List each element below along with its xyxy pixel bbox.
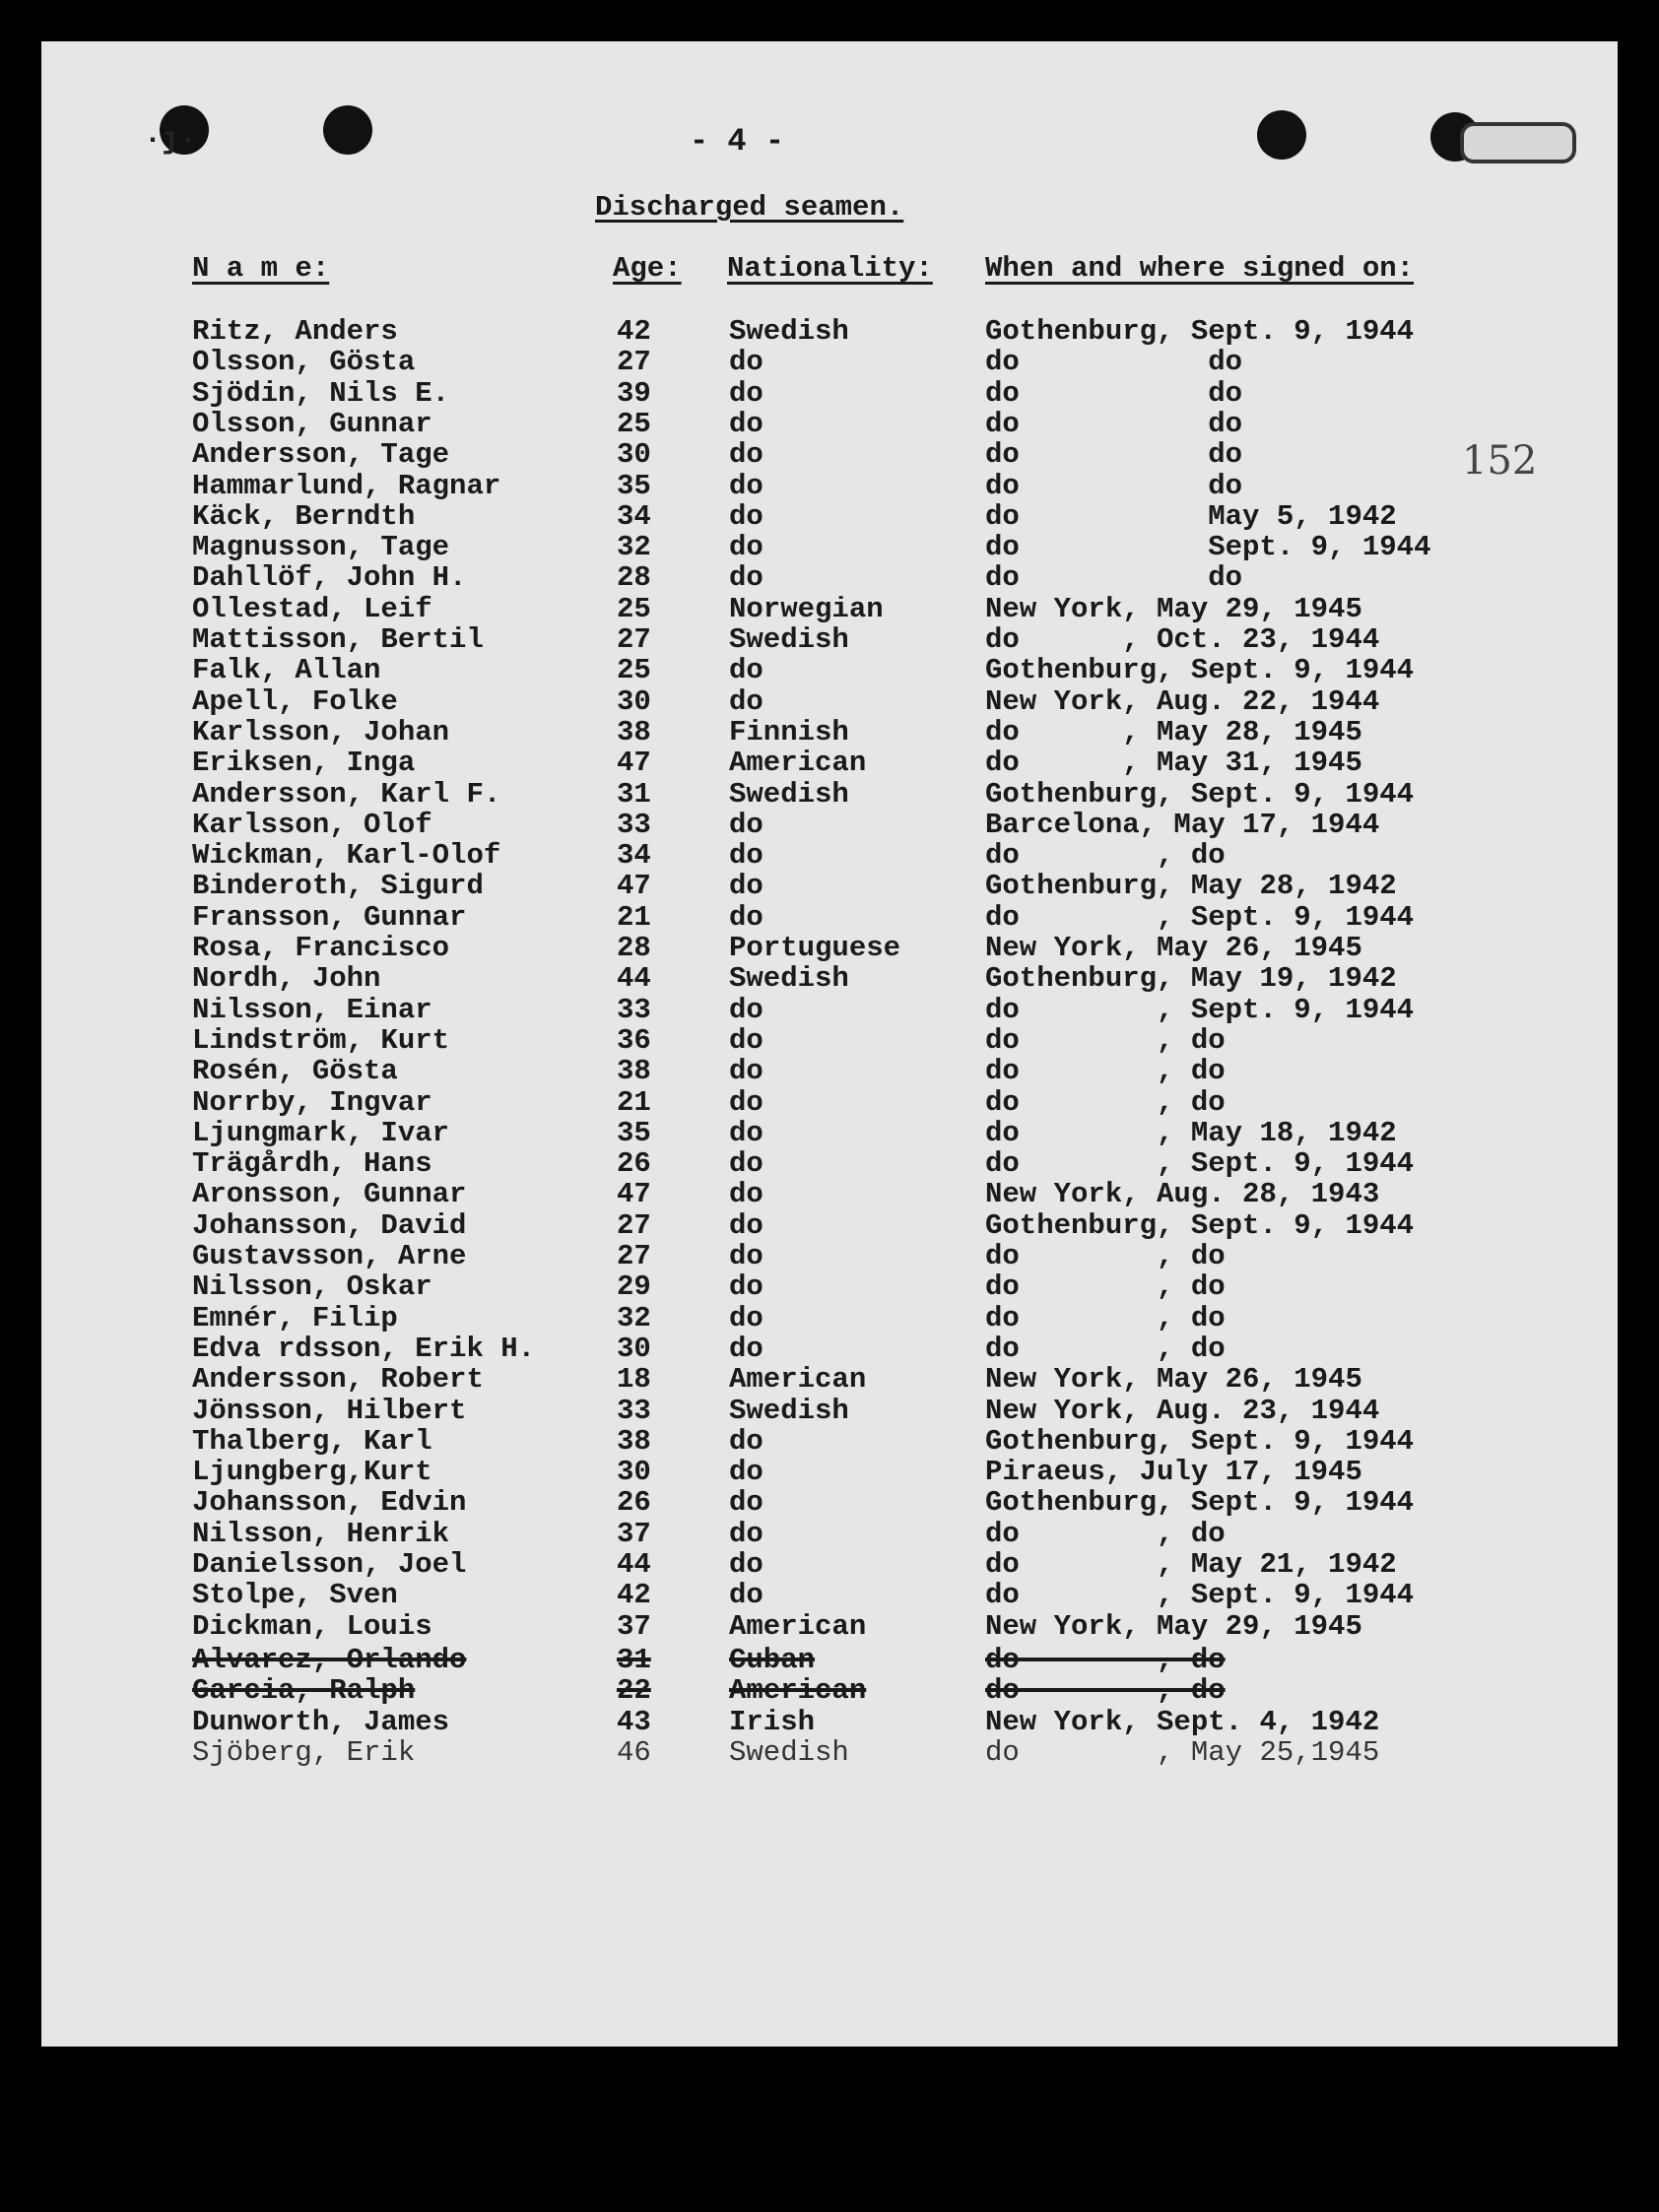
seaman-nationality: do xyxy=(729,1147,763,1181)
seaman-signed-on: do do xyxy=(985,438,1243,472)
seaman-nationality: do xyxy=(729,684,763,718)
seaman-signed-on: do , do xyxy=(985,1674,1226,1708)
table-row xyxy=(0,1518,1659,1548)
seaman-nationality: do xyxy=(729,1023,763,1057)
seaman-age: 38 xyxy=(617,715,651,748)
seaman-signed-on: do , do xyxy=(985,1085,1226,1119)
seaman-name: Binderoth, Sigurd xyxy=(192,870,484,903)
seaman-nationality: do xyxy=(729,1240,763,1272)
seaman-name: Hammarlund, Ragnar xyxy=(192,469,501,502)
seaman-nationality: Swedish xyxy=(729,1735,849,1769)
seaman-nationality: do xyxy=(729,808,763,841)
seaman-name: Ollestad, Leif xyxy=(192,592,432,625)
seaman-nationality: Swedish xyxy=(729,315,849,348)
seaman-age: 26 xyxy=(617,1486,651,1520)
seaman-age: 42 xyxy=(617,315,651,348)
seaman-signed-on: do , Sept. 9, 1944 xyxy=(985,900,1415,934)
seaman-name: Nordh, John xyxy=(192,962,381,996)
seaman-nationality: do xyxy=(729,407,763,440)
seaman-age: 21 xyxy=(617,1085,651,1119)
seaman-age: 35 xyxy=(617,469,651,502)
table-row xyxy=(0,593,1659,623)
seaman-age: 47 xyxy=(617,1178,651,1211)
seaman-signed-on: do , Sept. 9, 1944 xyxy=(985,993,1415,1026)
seaman-nationality: do xyxy=(729,1332,763,1365)
seaman-signed-on: New York, Aug. 22, 1944 xyxy=(985,684,1380,718)
seaman-age: 34 xyxy=(617,839,651,873)
seaman-nationality: American xyxy=(729,1363,867,1397)
seaman-age: 32 xyxy=(617,1301,651,1334)
seaman-signed-on: do , do xyxy=(985,839,1226,873)
table-row xyxy=(0,1363,1659,1397)
seaman-name: Stolpe, Sven xyxy=(192,1579,398,1612)
seaman-age: 47 xyxy=(617,870,651,903)
seaman-age: 26 xyxy=(617,1147,651,1181)
seaman-signed-on: do do xyxy=(985,346,1243,379)
seaman-name: Trägårdh, Hans xyxy=(192,1147,432,1181)
seaman-signed-on: do , do xyxy=(985,1270,1226,1304)
seaman-nationality: do xyxy=(729,346,763,379)
table-row xyxy=(0,1548,1659,1579)
seaman-signed-on: New York, May 29, 1945 xyxy=(985,1609,1362,1643)
seaman-age: 28 xyxy=(617,561,651,595)
seaman-name: Lindström, Kurt xyxy=(192,1023,450,1057)
table-row xyxy=(0,1644,1659,1674)
seaman-signed-on: Gothenburg, Sept. 9, 1944 xyxy=(985,777,1415,811)
seaman-age: 25 xyxy=(617,654,651,687)
column-header-nationality: Nationality: xyxy=(727,252,933,285)
seaman-signed-on: New York, May 29, 1945 xyxy=(985,592,1362,625)
seaman-name: Thalberg, Karl xyxy=(192,1424,432,1458)
table-row xyxy=(0,962,1659,996)
seaman-name: Falk, Allan xyxy=(192,654,381,687)
seaman-name: Andersson, Robert xyxy=(192,1363,484,1397)
seaman-name: Ljungmark, Ivar xyxy=(192,1116,450,1149)
seaman-signed-on: do , do xyxy=(985,1332,1226,1365)
seaman-age: 30 xyxy=(617,438,651,472)
table-row xyxy=(0,901,1659,932)
seaman-age: 43 xyxy=(617,1705,651,1738)
table-row xyxy=(0,716,1659,747)
seaman-name: Rosén, Gösta xyxy=(192,1055,398,1088)
seaman-name: Garcia, Ralph xyxy=(192,1674,416,1708)
seaman-name: Wickman, Karl-Olof xyxy=(192,839,501,873)
table-row xyxy=(0,1055,1659,1088)
table-row xyxy=(0,1270,1659,1304)
seaman-nationality: do xyxy=(729,654,763,687)
seaman-signed-on: Gothenburg, May 19, 1942 xyxy=(985,962,1397,996)
seaman-name: Norrby, Ingvar xyxy=(192,1085,432,1119)
seaman-name: Olsson, Gösta xyxy=(192,346,416,379)
seaman-signed-on: do do xyxy=(985,407,1243,440)
seaman-name: Olsson, Gunnar xyxy=(192,407,432,440)
seaman-signed-on: do Sept. 9, 1944 xyxy=(985,531,1431,564)
seaman-signed-on: do , do xyxy=(985,1301,1226,1334)
seaman-nationality: do xyxy=(729,1456,763,1489)
seaman-signed-on: Gothenburg, Sept. 9, 1944 xyxy=(985,1208,1415,1242)
page-number: - 4 - xyxy=(690,123,785,160)
table-row xyxy=(0,1706,1659,1736)
table-row xyxy=(0,1456,1659,1489)
seaman-age: 27 xyxy=(617,1240,651,1272)
table-row xyxy=(0,1209,1659,1240)
seaman-signed-on: New York, Aug. 23, 1944 xyxy=(985,1394,1380,1427)
seaman-signed-on: do , May 28, 1945 xyxy=(985,715,1362,748)
seaman-nationality: American xyxy=(729,1674,867,1708)
table-row xyxy=(0,315,1659,346)
seaman-nationality: do xyxy=(729,900,763,934)
seaman-nationality: do xyxy=(729,1055,763,1088)
seaman-age: 37 xyxy=(617,1517,651,1550)
seaman-age: 27 xyxy=(617,1208,651,1242)
seaman-age: 35 xyxy=(617,1116,651,1149)
seaman-signed-on: do , do xyxy=(985,1240,1226,1272)
table-row xyxy=(0,1147,1659,1181)
table-row xyxy=(0,870,1659,903)
seaman-age: 42 xyxy=(617,1579,651,1612)
table-row xyxy=(0,1736,1659,1767)
seaman-signed-on: Barcelona, May 17, 1944 xyxy=(985,808,1380,841)
margin-mark: ·ȷ· xyxy=(144,124,198,158)
table-row xyxy=(0,1486,1659,1520)
seaman-nationality: do xyxy=(729,376,763,410)
seaman-name: Ritz, Anders xyxy=(192,315,398,348)
seaman-name: Dickman, Louis xyxy=(192,1609,432,1643)
table-row xyxy=(0,1333,1659,1363)
seaman-age: 39 xyxy=(617,376,651,410)
seaman-nationality: American xyxy=(729,747,867,780)
seaman-name: Alvarez, Orlando xyxy=(192,1643,467,1676)
table-row xyxy=(0,500,1659,531)
table-row xyxy=(0,809,1659,839)
table-row xyxy=(0,408,1659,438)
seaman-name: Danielsson, Joel xyxy=(192,1548,467,1581)
seaman-age: 30 xyxy=(617,684,651,718)
seaman-nationality: do xyxy=(729,1548,763,1581)
seaman-age: 29 xyxy=(617,1270,651,1304)
seaman-nationality: Norwegian xyxy=(729,592,884,625)
seaman-nationality: Finnish xyxy=(729,715,849,748)
seaman-signed-on: do do xyxy=(985,561,1243,595)
seaman-name: Apell, Folke xyxy=(192,684,398,718)
seaman-signed-on: Gothenburg, Sept. 9, 1944 xyxy=(985,654,1415,687)
table-row xyxy=(0,1086,1659,1117)
seaman-name: Karlsson, Johan xyxy=(192,715,450,748)
seaman-nationality: Portuguese xyxy=(729,932,901,964)
punch-hole xyxy=(1257,110,1306,160)
seaman-nationality: do xyxy=(729,1424,763,1458)
seaman-age: 34 xyxy=(617,499,651,533)
seaman-name: Nilsson, Einar xyxy=(192,993,432,1026)
seaman-name: Mattisson, Bertil xyxy=(192,623,484,656)
seaman-nationality: do xyxy=(729,993,763,1026)
seaman-signed-on: New York, May 26, 1945 xyxy=(985,1363,1362,1397)
table-row xyxy=(0,1425,1659,1456)
seaman-name: Jönsson, Hilbert xyxy=(192,1394,467,1427)
seaman-name: Nilsson, Henrik xyxy=(192,1517,450,1550)
seaman-nationality: do xyxy=(729,1178,763,1211)
seaman-name: Emnér, Filip xyxy=(192,1301,398,1334)
seaman-nationality: do xyxy=(729,1301,763,1334)
seaman-age: 38 xyxy=(617,1055,651,1088)
seaman-signed-on: Gothenburg, Sept. 9, 1944 xyxy=(985,315,1415,348)
seaman-age: 36 xyxy=(617,1023,651,1057)
table-row xyxy=(0,1240,1659,1270)
seaman-age: 31 xyxy=(617,1643,651,1676)
seaman-signed-on: Gothenburg, May 28, 1942 xyxy=(985,870,1397,903)
seaman-age: 32 xyxy=(617,531,651,564)
seaman-age: 25 xyxy=(617,407,651,440)
seaman-age: 31 xyxy=(617,777,651,811)
seaman-age: 33 xyxy=(617,1394,651,1427)
seaman-signed-on: do , May 31, 1945 xyxy=(985,747,1362,780)
table-row xyxy=(0,932,1659,962)
stamp-number: 152 xyxy=(1462,438,1538,484)
seaman-age: 28 xyxy=(617,932,651,964)
seaman-name: Sjöberg, Erik xyxy=(192,1735,416,1769)
table-row xyxy=(0,1610,1659,1641)
seaman-nationality: Irish xyxy=(729,1705,816,1738)
seaman-nationality: do xyxy=(729,1579,763,1612)
table-row xyxy=(0,778,1659,809)
seaman-age: 30 xyxy=(617,1332,651,1365)
seaman-nationality: Swedish xyxy=(729,623,849,656)
seaman-name: Dahllöf, John H. xyxy=(192,561,467,595)
seaman-age: 27 xyxy=(617,623,651,656)
seaman-nationality: do xyxy=(729,438,763,472)
seaman-name: Gustavsson, Arne xyxy=(192,1240,467,1272)
table-row xyxy=(0,1024,1659,1055)
seaman-nationality: do xyxy=(729,1270,763,1304)
page-title: Discharged seamen. xyxy=(595,191,904,224)
punch-hole xyxy=(323,105,372,155)
seaman-name: Magnusson, Tage xyxy=(192,531,450,564)
table-row xyxy=(0,623,1659,654)
table-row xyxy=(0,1178,1659,1211)
table-row xyxy=(0,654,1659,687)
seaman-age: 44 xyxy=(617,1548,651,1581)
seaman-signed-on: do , Oct. 23, 1944 xyxy=(985,623,1380,656)
seaman-signed-on: do do xyxy=(985,376,1243,410)
seaman-name: Rosa, Francisco xyxy=(192,932,450,964)
seaman-name: Johansson, Edvin xyxy=(192,1486,467,1520)
seaman-signed-on: Gothenburg, Sept. 9, 1944 xyxy=(985,1424,1415,1458)
seaman-signed-on: do , May 21, 1942 xyxy=(985,1548,1397,1581)
seaman-name: Ljungberg,Kurt xyxy=(192,1456,432,1489)
seaman-signed-on: New York, May 26, 1945 xyxy=(985,932,1362,964)
seaman-name: Nilsson, Oskar xyxy=(192,1270,432,1304)
seaman-name: Käck, Berndth xyxy=(192,499,416,533)
seaman-age: 25 xyxy=(617,592,651,625)
seaman-nationality: do xyxy=(729,561,763,595)
seaman-nationality: American xyxy=(729,1609,867,1643)
table-row xyxy=(0,747,1659,780)
seaman-signed-on: New York, Aug. 28, 1943 xyxy=(985,1178,1380,1211)
seaman-nationality: do xyxy=(729,1486,763,1520)
seaman-nationality: do xyxy=(729,1116,763,1149)
table-row xyxy=(0,1579,1659,1612)
table-row xyxy=(0,470,1659,500)
seaman-signed-on: New York, Sept. 4, 1942 xyxy=(985,1705,1380,1738)
seaman-nationality: Cuban xyxy=(729,1643,816,1676)
seaman-name: Sjödin, Nils E. xyxy=(192,376,450,410)
seaman-signed-on: do , do xyxy=(985,1023,1226,1057)
seaman-signed-on: Gothenburg, Sept. 9, 1944 xyxy=(985,1486,1415,1520)
seaman-nationality: do xyxy=(729,839,763,873)
column-header-name: N a m e: xyxy=(192,252,330,285)
seaman-age: 44 xyxy=(617,962,651,996)
seaman-age: 37 xyxy=(617,1609,651,1643)
table-row xyxy=(0,1302,1659,1333)
table-row xyxy=(0,685,1659,716)
seaman-signed-on: do , May 25,1945 xyxy=(985,1735,1380,1769)
seaman-nationality: do xyxy=(729,1208,763,1242)
table-row xyxy=(0,346,1659,379)
table-row xyxy=(0,531,1659,564)
seaman-name: Eriksen, Inga xyxy=(192,747,416,780)
seaman-signed-on: do , Sept. 9, 1944 xyxy=(985,1147,1415,1181)
seaman-signed-on: do , May 18, 1942 xyxy=(985,1116,1397,1149)
seaman-nationality: do xyxy=(729,469,763,502)
seaman-name: Edva rdsson, Erik H. xyxy=(192,1332,536,1365)
seaman-age: 21 xyxy=(617,900,651,934)
table-row xyxy=(0,994,1659,1024)
column-header-signed-on: When and where signed on: xyxy=(985,252,1415,285)
seaman-name: Dunworth, James xyxy=(192,1705,450,1738)
seaman-signed-on: do do xyxy=(985,469,1243,502)
seaman-nationality: do xyxy=(729,870,763,903)
seaman-signed-on: Piraeus, July 17, 1945 xyxy=(985,1456,1362,1489)
paper-clip-icon xyxy=(1460,122,1576,163)
table-row xyxy=(0,839,1659,873)
seaman-name: Andersson, Tage xyxy=(192,438,450,472)
table-row xyxy=(0,1674,1659,1708)
seaman-signed-on: do May 5, 1942 xyxy=(985,499,1397,533)
seaman-age: 27 xyxy=(617,346,651,379)
seaman-name: Fransson, Gunnar xyxy=(192,900,467,934)
seaman-signed-on: do , do xyxy=(985,1643,1226,1676)
seaman-name: Aronsson, Gunnar xyxy=(192,1178,467,1211)
seaman-name: Johansson, David xyxy=(192,1208,467,1242)
table-row xyxy=(0,438,1659,472)
seaman-nationality: do xyxy=(729,1085,763,1119)
seaman-age: 22 xyxy=(617,1674,651,1708)
seaman-name: Andersson, Karl F. xyxy=(192,777,501,811)
table-row xyxy=(0,1117,1659,1147)
seaman-nationality: do xyxy=(729,499,763,533)
seaman-age: 18 xyxy=(617,1363,651,1397)
seaman-signed-on: do , do xyxy=(985,1055,1226,1088)
seaman-name: Karlsson, Olof xyxy=(192,808,432,841)
seaman-age: 47 xyxy=(617,747,651,780)
seaman-age: 46 xyxy=(617,1735,651,1769)
seaman-signed-on: do , Sept. 9, 1944 xyxy=(985,1579,1415,1612)
seaman-nationality: Swedish xyxy=(729,777,849,811)
seaman-nationality: do xyxy=(729,1517,763,1550)
seaman-age: 38 xyxy=(617,1424,651,1458)
table-row xyxy=(0,1395,1659,1425)
table-row xyxy=(0,561,1659,595)
column-header-age: Age: xyxy=(613,252,682,285)
seaman-signed-on: do , do xyxy=(985,1517,1226,1550)
table-row xyxy=(0,377,1659,408)
seaman-age: 33 xyxy=(617,993,651,1026)
seaman-age: 33 xyxy=(617,808,651,841)
seaman-nationality: do xyxy=(729,531,763,564)
seaman-age: 30 xyxy=(617,1456,651,1489)
seaman-nationality: Swedish xyxy=(729,1394,849,1427)
seaman-nationality: Swedish xyxy=(729,962,849,996)
